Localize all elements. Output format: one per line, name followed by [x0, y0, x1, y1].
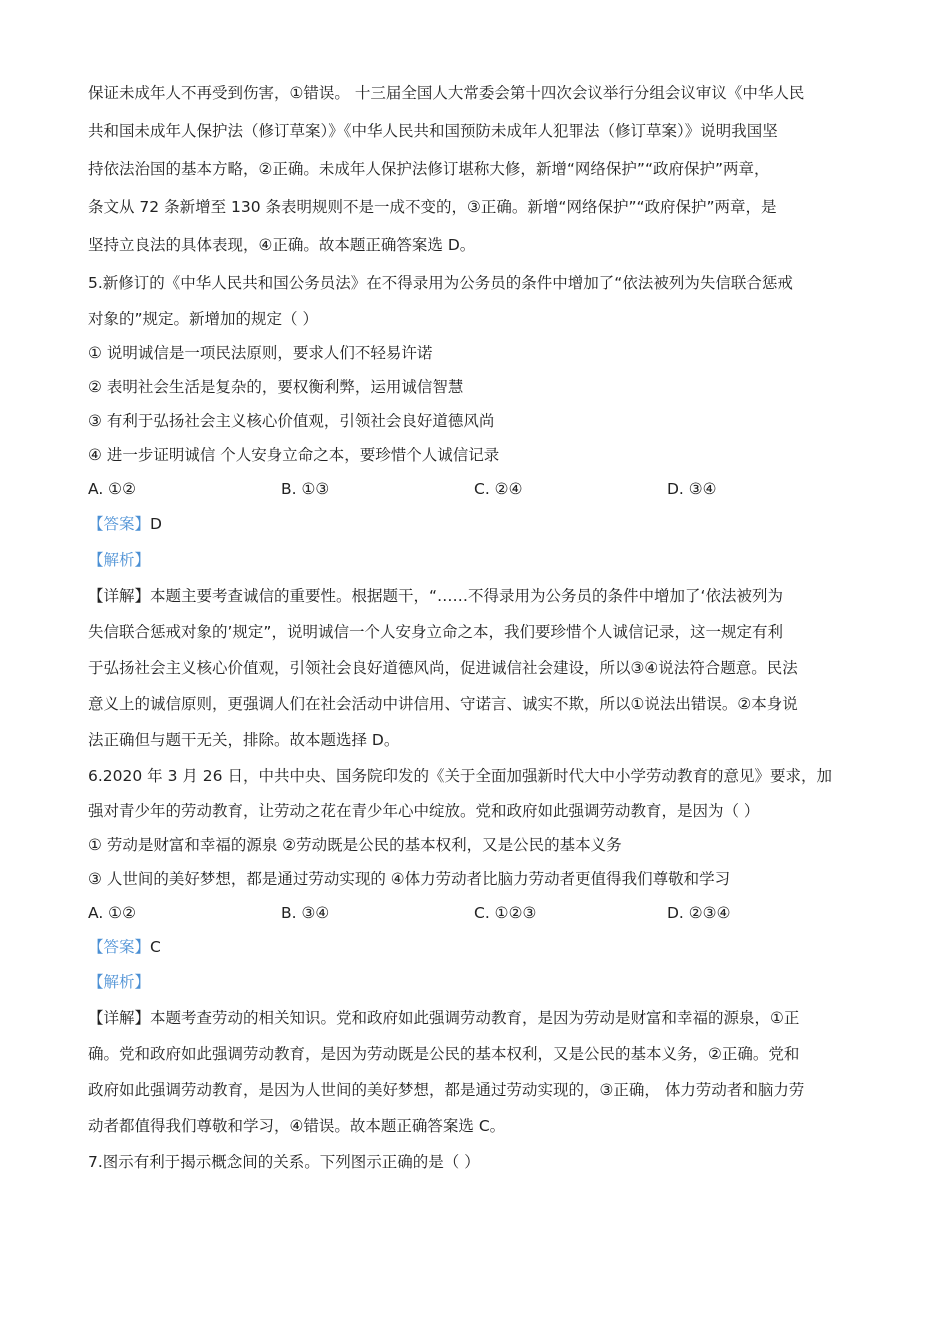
detail-text: 本题考查劳动的相关知识。党和政府如此强调劳动教育，是因为劳动是财富和幸福的源泉，①正	[150, 1009, 800, 1027]
document-page	[88, 74, 864, 1180]
question-6-stem: 6.2020 年 3 月 26 日，中共中央、国务院印发的《关于全面加强新时代大中小学劳动教育的意见》要求，加	[88, 767, 832, 785]
question-5-item: ④ 进一步证明诚信 个人安身立命之本，要珍惜个人诚信记录	[88, 446, 500, 464]
option-c: C. ①②③	[474, 904, 537, 922]
option-a: A. ①②	[88, 904, 136, 922]
answer-tag: 【答案】	[88, 515, 151, 533]
option-b: B. ①③	[281, 480, 330, 498]
detail-tag: 【详解】	[88, 587, 151, 605]
question-5-item: ③ 有利于弘扬社会主义核心价值观，引领社会良好道德风尚	[88, 412, 495, 430]
text-line: 持依法治国的基本方略，②正确。未成年人保护法修订堪称大修，新增“网络保护”“政府保护”两章，	[88, 160, 770, 178]
detail-text: 本题主要考查诚信的重要性。根据题干，“……不得录用为公务员的条件中增加了‘依法被列为	[150, 587, 783, 605]
question-6-analysis	[88, 964, 864, 1000]
question-5-stem: 5.新修订的《中华人民共和国公务员法》在不得录用为公务员的条件中增加了“依法被列为失信联合惩戒	[88, 274, 793, 292]
option-c: C. ②④	[474, 480, 523, 498]
question-5-options	[88, 472, 864, 506]
detail-tag: 【详解】	[88, 1009, 151, 1027]
question-6-options	[88, 896, 864, 930]
text-line: 政府如此强调劳动教育，是因为人世间的美好梦想，都是通过劳动实现的，③正确， 体力劳动者和脑力劳	[88, 1081, 805, 1099]
question-6-detail	[88, 1000, 864, 1036]
analysis-tag: 【解析】	[88, 973, 151, 991]
question-6-item: ① 劳动是财富和幸福的源泉 ②劳动既是公民的基本权利，又是公民的基本义务	[88, 836, 622, 854]
text-line: 于弘扬社会主义核心价值观，引领社会良好道德风尚，促进诚信社会建设，所以③④说法符合题意。民法	[88, 659, 798, 677]
question-6-item: ③ 人世间的美好梦想，都是通过劳动实现的 ④体力劳动者比脑力劳动者更值得我们尊敬和学习	[88, 870, 731, 888]
analysis-tag: 【解析】	[88, 551, 151, 569]
question-5-detail	[88, 578, 864, 614]
option-d: D. ③④	[667, 480, 717, 498]
text-line: 保证未成年人不再受到伤害，①错误。 十三届全国人大常委会第十四次会议举行分组会议审议《中华人民	[88, 84, 805, 102]
text-line: 动者都值得我们尊敬和学习，④错误。故本题正确答案选 C。	[88, 1117, 506, 1135]
question-6-stem: 强对青少年的劳动教育，让劳动之花在青少年心中绽放。党和政府如此强调劳动教育，是因为（ ）	[88, 802, 760, 820]
question-6-answer	[88, 930, 864, 964]
text-line: 共和国未成年人保护法（修订草案）》《中华人民共和国预防未成年人犯罪法（修订草案）》说明我国坚	[88, 122, 778, 140]
answer-tag: 【答案】	[88, 938, 151, 956]
text-line: 失信联合惩戒对象的’规定”，说明诚信一个人安身立命之本，我们要珍惜个人诚信记录，这一规定有利	[88, 623, 783, 641]
question-5-answer	[88, 506, 864, 542]
option-a: A. ①②	[88, 480, 136, 498]
question-5-item: ① 说明诚信是一项民法原则，要求人们不轻易许诺	[88, 344, 433, 362]
question-5-stem: 对象的”规定。新增加的规定（ ）	[88, 310, 318, 328]
text-line: 法正确但与题干无关，排除。故本题选择 D。	[88, 731, 400, 749]
text-line: 确。党和政府如此强调劳动教育，是因为劳动既是公民的基本权利，又是公民的基本义务，②正确。党和	[88, 1045, 800, 1063]
text-line: 意义上的诚信原则，更强调人们在社会活动中讲信用、守诺言、诚实不欺，所以①说法出错误。②本身说	[88, 695, 798, 713]
text-line: 坚持立良法的具体表现，④正确。故本题正确答案选 D。	[88, 236, 476, 254]
option-b: B. ③④	[281, 904, 330, 922]
question-7-stem: 7.图示有利于揭示概念间的关系。下列图示正确的是（ ）	[88, 1153, 480, 1171]
answer-value: D	[150, 515, 162, 533]
text-line: 条文从 72 条新增至 130 条表明规则不是一成不变的，③正确。新增“网络保护”“政府保护”两章，是	[88, 198, 777, 216]
question-5-analysis	[88, 542, 864, 578]
question-5-item: ② 表明社会生活是复杂的，要权衡利弊，运用诚信智慧	[88, 378, 464, 396]
answer-value: C	[150, 938, 161, 956]
option-d: D. ②③④	[667, 904, 731, 922]
